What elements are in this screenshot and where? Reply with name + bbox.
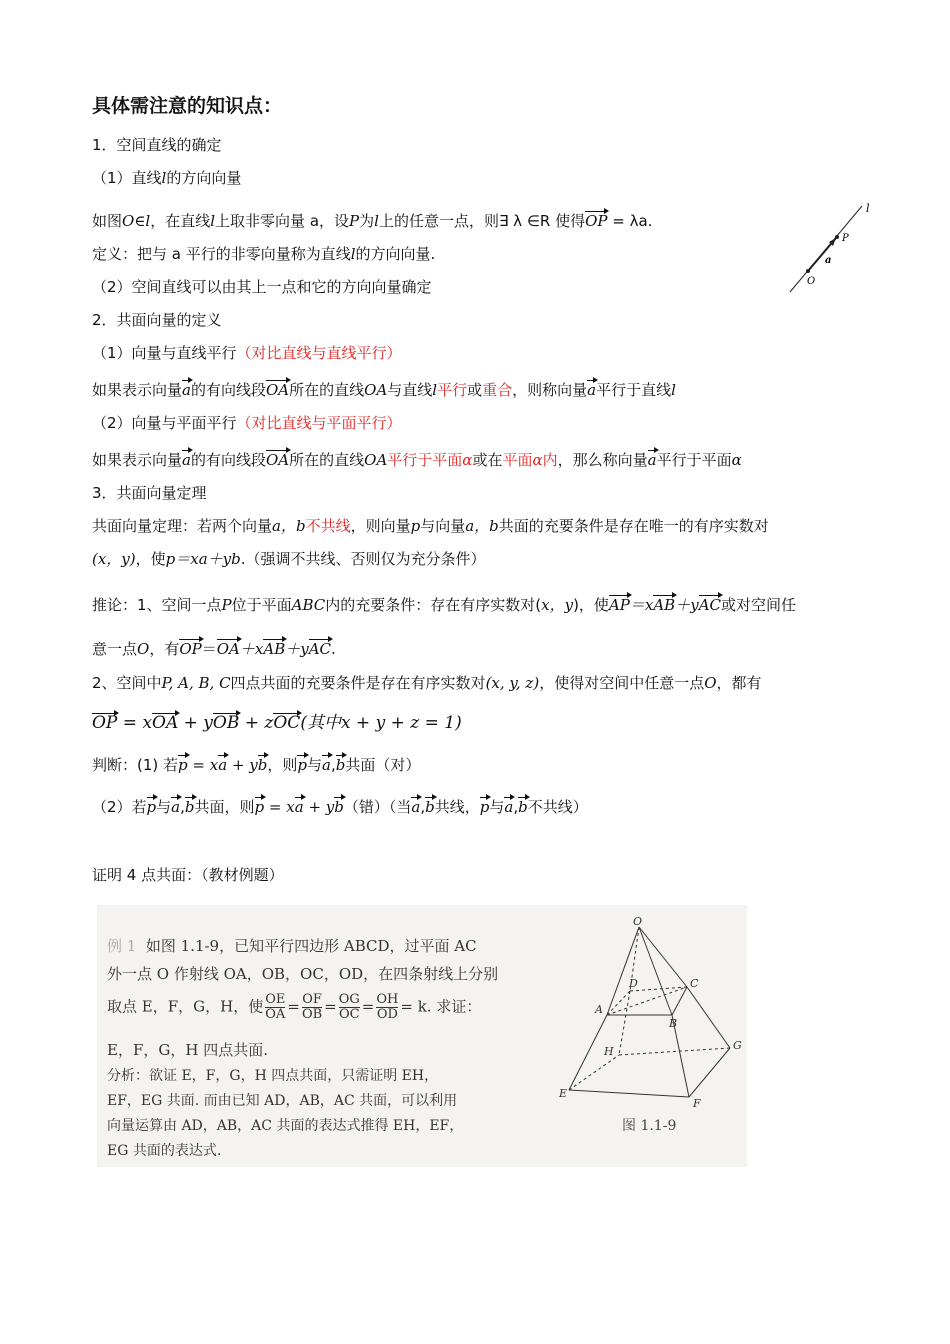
s2-paragraph-1: 如果表示向量a的有向线段OA所在的直线OA与直线l平行或重合，则称向量a平行于直线l	[92, 381, 676, 399]
label-C: C	[690, 977, 699, 990]
corollary-2-formula: OP = xOA + yOB + zOC(其中x + y + z = 1)	[92, 713, 462, 733]
corollary-1-line-1: 推论：1、空间一点P位于平面ABC内的充要条件：存在有序实数对(x，y)，使AP＝xAB＋yAC或对空间任	[92, 596, 797, 614]
label-A: A	[595, 1003, 603, 1016]
label-B: B	[669, 1017, 678, 1030]
figure-caption: 图 1.1-9	[622, 1118, 677, 1134]
s1-definition: 定义：把与 a 平行的非零向量称为直线l的方向向量.	[92, 245, 436, 263]
example-line-6: EF，EG 共面. 而由已知 AD，AB，AC 共面，可以利用	[107, 1093, 458, 1109]
label-l: l	[866, 202, 870, 215]
s2-paragraph-2: 如果表示向量a的有向线段OA所在的直线OA平行于平面α或在平面α内，那么称向量a平行于平面α	[92, 451, 742, 469]
example-line-8: EG 共面的表达式.	[107, 1143, 222, 1159]
label-E: E	[559, 1087, 568, 1100]
example-line-3: 取点 E，F，G，H，使 $\frac{OE}{OA}$ = $\frac{OF}{OB}$ = $\frac{OG}{OC}$ = $\frac{OH}{OD}$ = k. 求证：	[107, 992, 482, 1022]
label-P: P	[842, 233, 849, 244]
section-3-heading: 3．共面向量定理	[92, 484, 207, 502]
s1-paragraph-1: 如图O∈l，在直线l上取非零向量 a，设P为l上的任意一点，则∃ λ ∈R 使得OP = λa.	[92, 212, 653, 230]
theorem-line-1: 共面向量定理：若两个向量a，b不共线，则向量p与向量a，b共面的充要条件是存在唯一的有序实数对	[92, 517, 769, 535]
label-H: H	[604, 1045, 614, 1058]
theorem-line-2: (x，y)，使p＝xa＋yb.（强调不共线、否则仅为充分条件）	[92, 550, 486, 568]
section-2-heading: 2．共面向量的定义	[92, 311, 222, 329]
label-O: O	[633, 915, 643, 928]
corollary-1-line-2: 意一点O，有OP＝OA＋xAB＋yAC.	[92, 640, 336, 658]
example-line-1: 例 1 如图 1.1-9，已知平行四边形 ABCD，过平面 AC	[107, 937, 477, 955]
example-line-4: E，F，G，H 四点共面.	[107, 1041, 268, 1059]
page-title: 具体需注意的知识点：	[92, 95, 283, 117]
pyramid-figure	[547, 915, 747, 1115]
section-1-heading: 1．空间直线的确定	[92, 136, 222, 154]
example-line-5: 分析：欲证 E，F，G，H 四点共面，只需证明 EH，	[107, 1068, 439, 1084]
label-a: a	[825, 255, 832, 266]
label-F: F	[693, 1097, 701, 1110]
textbook-example-scan	[97, 905, 747, 1167]
s1-subheading-2: （2）空间直线可以由其上一点和它的方向向量确定	[92, 278, 432, 296]
example-line-2: 外一点 O 作射线 OA，OB，OC，OD，在四条射线上分别	[107, 965, 499, 983]
direction-vector-figure	[780, 198, 880, 298]
label-O: O	[807, 276, 816, 287]
example-line-7: 向量运算由 AD，AB，AC 共面的表达式推得 EH，EF，	[107, 1118, 464, 1134]
s1-subheading-1: （1）直线l的方向向量	[92, 169, 242, 187]
s2-subheading-1: （1）向量与直线平行（对比直线与直线平行）	[92, 344, 402, 362]
corollary-2-line-1: 2、空间中P, A, B, C四点共面的充要条件是存在有序实数对(x, y, z)，使得对空间中任意一点O，都有	[92, 674, 762, 692]
proof-heading: 证明 4 点共面：（教材例题）	[92, 866, 284, 884]
judgment-1: 判断：(1) 若p = xa + yb，则p与a,b共面（对）	[92, 756, 421, 774]
label-D: D	[629, 977, 638, 990]
judgment-2: （2）若p与a,b共面，则p = xa + yb（错）（当a,b共线，p与a,b不共线）	[92, 798, 588, 816]
label-G: G	[733, 1039, 742, 1052]
s2-subheading-2: （2）向量与平面平行（对比直线与平面平行）	[92, 414, 402, 432]
